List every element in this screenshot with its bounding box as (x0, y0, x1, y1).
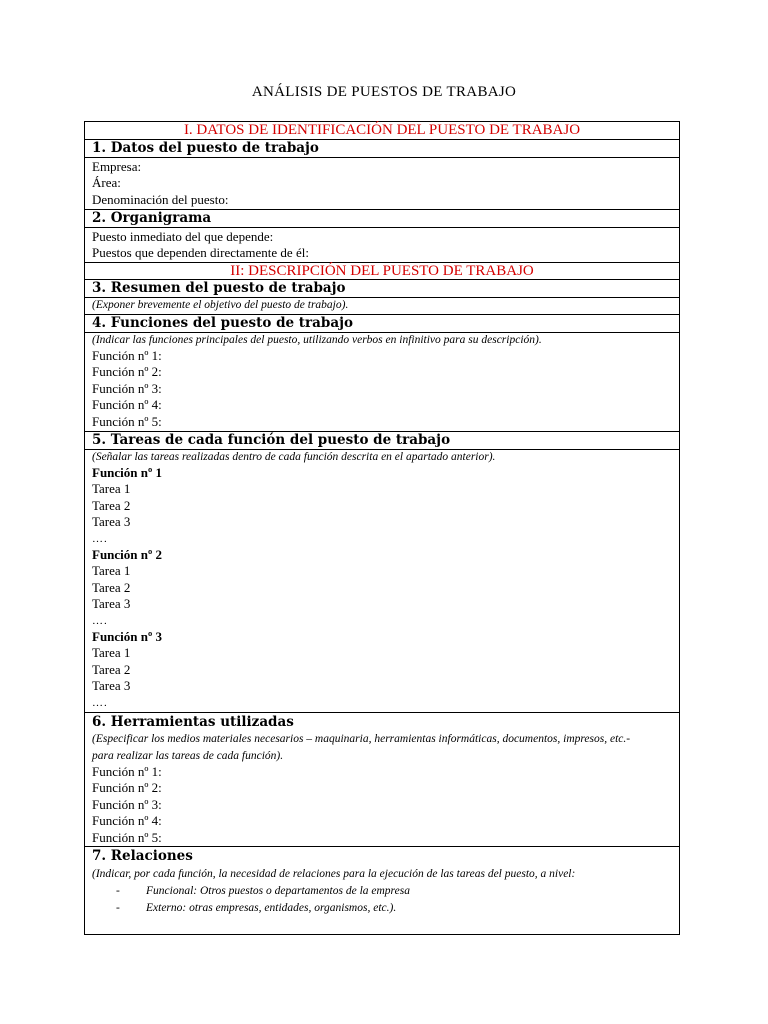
resumen-body[interactable] (85, 298, 680, 315)
organigrama-body[interactable] (85, 228, 680, 263)
funciones-instruction: (Indicar las funciones principales del puesto, utilizando verbos en infinitivo para su descripción). (92, 334, 542, 346)
relaciones-instruction: (Indicar, por cada función, la necesidad de relaciones para la ejecución de las tareas del puesto, a nivel: (92, 868, 576, 881)
heading-datos-puesto (85, 140, 680, 158)
herramientas-instruction-cont: para realizar las tareas de cada función). (92, 750, 284, 762)
funcion-line: Función nº 1: (92, 348, 162, 363)
heading-label: 6. Herramientas utilizadas (92, 714, 294, 730)
puesto-inmediato-field: Puesto inmediato del que depende: (92, 229, 274, 244)
ellipsis: …. (92, 696, 108, 709)
denominacion-field: Denominación del puesto: (92, 191, 229, 207)
heading-tareas (85, 432, 680, 450)
heading-label: 2. Organigrama (92, 210, 212, 226)
herramientas-cell[interactable] (85, 713, 680, 847)
ellipsis: …. (92, 532, 108, 545)
tarea-line: Tarea 3 (92, 596, 131, 612)
herramientas-instruction: (Especificar los medios materiales necesarios – maquinaria, herramientas informáticas, documentos, impresos, etc.- (92, 733, 631, 745)
funcion-line: Función nº 1: (92, 764, 162, 779)
heading-relaciones (92, 848, 672, 865)
tarea-line: Tarea 1 (92, 645, 131, 661)
heading-label: 1. Datos del puesto de trabajo (92, 140, 319, 156)
puestos-dependientes-field: Puestos que dependen directamente de él: (92, 245, 309, 261)
section-1-header: I. DATOS DE IDENTIFICACIÓN DEL PUESTO DE TRABAJO (85, 122, 680, 140)
job-analysis-form (84, 121, 680, 935)
dash-bullet: - (116, 902, 120, 915)
tarea-line: Tarea 2 (92, 579, 131, 595)
funcion-line: Función nº 2: (92, 780, 162, 796)
ellipsis: …. (92, 614, 108, 627)
heading-label: 4. Funciones del puesto de trabajo (92, 315, 353, 331)
funcion-line: Función nº 3: (92, 380, 162, 396)
resumen-instruction: (Exponer brevemente el objetivo del puesto de trabajo). (92, 299, 349, 311)
funcion-line: Función nº 3: (92, 796, 162, 812)
area-field: Área: (92, 175, 121, 191)
relaciones-cell[interactable] (85, 847, 680, 935)
heading-label: 7. Relaciones (92, 848, 193, 865)
bullet-text: Externo: otras empresas, entidades, organismos, etc.). (146, 902, 397, 915)
section-2-header: II: DESCRIPCIÓN DEL PUESTO DE TRABAJO (85, 263, 680, 280)
heading-label: 5. Tareas de cada función del puesto de trabajo (92, 432, 451, 448)
funciones-body[interactable] (85, 333, 680, 432)
tarea-line: Tarea 3 (92, 678, 131, 694)
tarea-line: Tarea 2 (92, 497, 131, 513)
tarea-line: Tarea 2 (92, 661, 131, 677)
heading-label: 3. Resumen del puesto de trabajo (92, 280, 346, 296)
heading-herramientas (92, 714, 672, 731)
dash-bullet: - (116, 885, 120, 898)
tarea-line: Tarea 1 (92, 481, 131, 497)
datos-puesto-body[interactable] (85, 158, 680, 210)
funcion-line: Función nº 5: (92, 413, 162, 429)
bullet-text: Funcional: Otros puestos o departamentos de la empresa (146, 885, 410, 898)
tareas-body[interactable] (85, 450, 680, 713)
funcion-line: Función nº 2: (92, 364, 162, 380)
heading-funciones (85, 315, 680, 333)
bullet-funcional (92, 883, 672, 900)
tarea-line: Tarea 3 (92, 514, 131, 530)
funcion-line: Función nº 5: (92, 829, 162, 845)
empresa-field: Empresa: (92, 159, 142, 174)
funcion-line: Función nº 4: (92, 397, 162, 413)
funcion-group-title: Función nº 3 (92, 629, 163, 645)
tarea-line: Tarea 1 (92, 563, 131, 579)
bullet-externo (92, 900, 672, 917)
document-title: ANÁLISIS DE PUESTOS DE TRABAJO (251, 84, 517, 100)
funcion-line: Función nº 4: (92, 813, 162, 829)
funcion-group-title: Función nº 1 (92, 465, 163, 480)
heading-resumen (85, 280, 680, 298)
funcion-group-title: Función nº 2 (92, 547, 163, 563)
tareas-instruction: (Señalar las tareas realizadas dentro de cada función descrita en el apartado anterior). (92, 451, 496, 463)
heading-organigrama (85, 210, 680, 228)
